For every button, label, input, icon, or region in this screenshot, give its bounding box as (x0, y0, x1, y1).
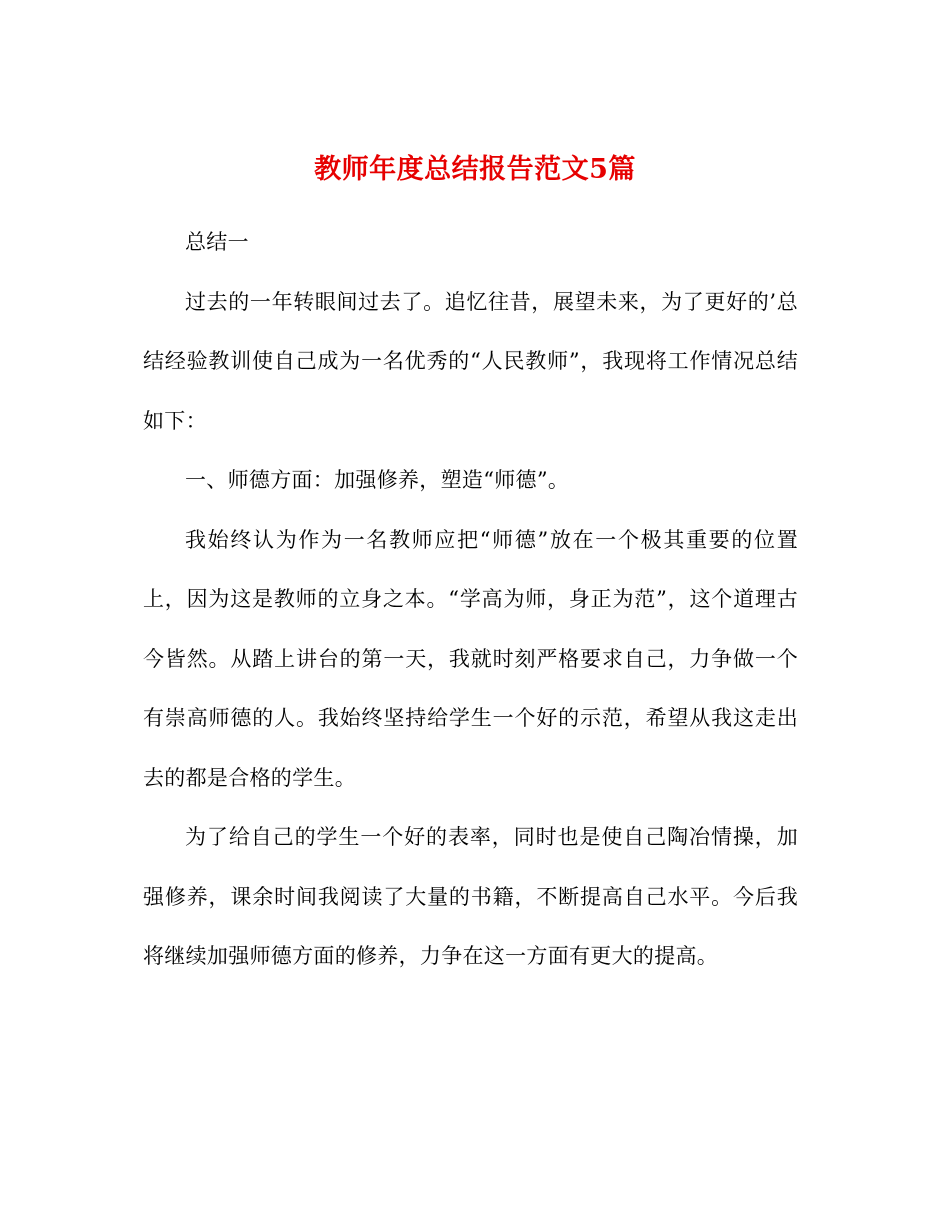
intro-paragraph: 过去的一年转眼间过去了。追忆往昔，展望未来，为了更好的’总结经验教训使自己成为一名优秀的“人民教师”，我现将工作情况总结如下： (143, 289, 798, 433)
ethics-paragraph-1: 我始终认为作为一名教师应把“师德”放在一个极其重要的位置上，因为这是教师的立身之本。“学高为师，身正为范”，这个道理古今皆然。从踏上讲台的第一天，我就时刻严格要求自己，力争做一个有崇高师德的人。我始终坚持给学生一个好的示范，希望从我这走出去的都是合格的学生。 (143, 527, 798, 790)
section-heading-summary-one: 总结一 (185, 230, 249, 254)
section-heading-ethics: 一、师德方面：加强修养，塑造“师德”。 (185, 468, 570, 492)
document-title: 教师年度总结报告范文5篇 (314, 154, 636, 186)
document-body (143, 213, 798, 987)
ethics-paragraph-2: 为了给自己的学生一个好的表率，同时也是使自己陶冶情操，加强修养，课余时间我阅读了大量的书籍，不断提高自己水平。今后我将继续加强师德方面的修养，力争在这一方面有更大的提高。 (143, 825, 798, 968)
